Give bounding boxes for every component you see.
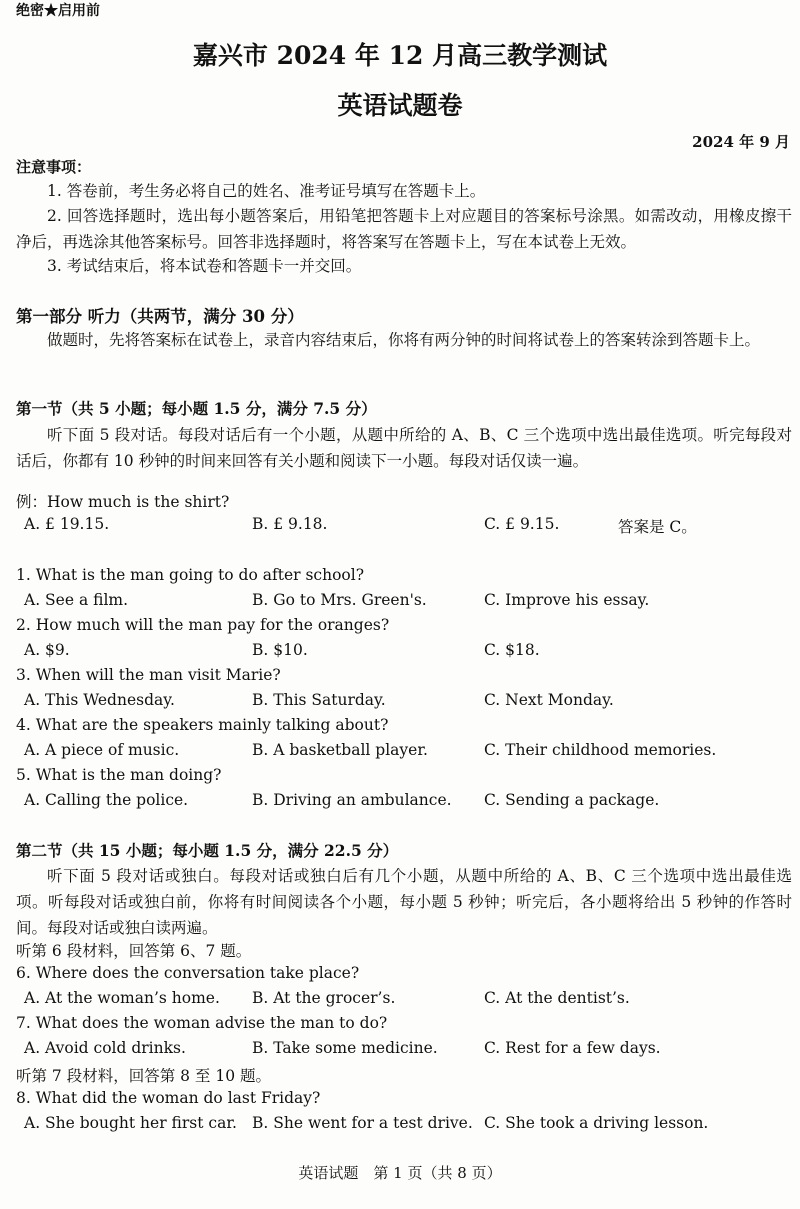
question-text: 8. What did the woman do last Friday? <box>16 1089 321 1107</box>
option-a: A. She bought her first car. <box>24 1114 237 1132</box>
example-option-b: B. £ 9.18. <box>252 515 328 533</box>
option-a: A. $9. <box>24 641 70 659</box>
notice-item-2: 2. 回答选择题时，选出每小题答案后，用铅笔把答题卡上对应题目的答案标号涂黑。如需改动，用橡皮擦干净后，再选涂其他答案标号。回答非选择题时，将答案写在答题卡上，写在本试卷上无效。 <box>16 207 792 251</box>
notice-heading: 注意事项： <box>16 158 92 176</box>
example-option-c: C. £ 9.15. <box>484 515 560 533</box>
option-b: B. $10. <box>252 641 308 659</box>
exam-title: 嘉兴市 2024 年 12 月高三教学测试 <box>192 41 608 70</box>
question-text: 5. What is the man doing? <box>16 766 222 784</box>
option-a: A. Avoid cold drinks. <box>24 1039 186 1057</box>
part1-instruction: 做题时，先将答案标在试卷上，录音内容结束后，你将有两分钟的时间将试卷上的答案转涂到答题卡上。 <box>47 331 761 349</box>
section2-heading: 第二节（共 15 小题；每小题 1.5 分，满分 22.5 分） <box>16 841 399 860</box>
option-b: B. At the grocer’s. <box>252 989 396 1007</box>
notice-item-3: 3. 考试结束后，将本试卷和答题卡一并交回。 <box>47 257 362 275</box>
page-footer: 英语试题 第 1 页（共 8 页） <box>298 1164 502 1182</box>
option-c: C. She took a driving lesson. <box>484 1114 709 1132</box>
part1-heading: 第一部分 听力（共两节，满分 30 分） <box>16 307 304 326</box>
question-text: 4. What are the speakers mainly talking about? <box>16 716 389 734</box>
example-question: 例：How much is the shirt? <box>16 493 230 511</box>
option-c: C. Sending a package. <box>484 791 660 809</box>
question-text: 2. How much will the man pay for the oranges? <box>16 616 390 634</box>
option-c: C. Their childhood memories. <box>484 741 717 759</box>
example-answer: 答案是 C。 <box>618 518 697 536</box>
material-6-note: 听第 6 段材料，回答第 6、7 题。 <box>16 942 252 960</box>
option-c: C. Rest for a few days. <box>484 1039 661 1057</box>
question-text: 1. What is the man going to do after school? <box>16 566 365 584</box>
section1-instruction: 听下面 5 段对话。每段对话后有一个小题，从题中所给的 A、B、C 三个选项中选出最佳选项。听完每段对话后，你都有 10 秒钟的时间来回答有关小题和阅读下一小题。每段对话仅读一遍。 <box>16 426 792 470</box>
section2-instruction: 听下面 5 段对话或独白。每段对话或独白后有几个小题，从题中所给的 A、B、C 三个选项中选出最佳选项。听每段对话或独白前，你将有时间阅读各个小题，每小题 5 秒钟；听完后，各小题将给出 5 秒钟的作答时间。每段对话或独白读两遍。 <box>16 867 792 937</box>
option-b: B. She went for a test drive. <box>252 1114 473 1132</box>
option-a: A. This Wednesday. <box>24 691 175 709</box>
option-b: B. A basketball player. <box>252 741 428 759</box>
option-a: A. At the woman’s home. <box>24 989 220 1007</box>
material-7-note: 听第 7 段材料，回答第 8 至 10 题。 <box>16 1067 272 1085</box>
option-c: C. Improve his essay. <box>484 591 650 609</box>
section1-heading: 第一节（共 5 小题；每小题 1.5 分，满分 7.5 分） <box>16 399 377 418</box>
notice-item-1: 1. 答卷前，考生务必将自己的姓名、准考证号填写在答题卡上。 <box>47 182 486 200</box>
option-a: A. See a film. <box>24 591 129 609</box>
question-text: 7. What does the woman advise the man to do? <box>16 1014 388 1032</box>
example-option-a: A. £ 19.15. <box>24 515 110 533</box>
option-b: B. Take some medicine. <box>252 1039 438 1057</box>
option-b: B. Driving an ambulance. <box>252 791 452 809</box>
option-c: C. $18. <box>484 641 540 659</box>
option-c: C. Next Monday. <box>484 691 614 709</box>
exam-subtitle: 英语试题卷 <box>337 91 463 120</box>
question-text: 3. When will the man visit Marie? <box>16 666 281 684</box>
question-text: 6. Where does the conversation take place? <box>16 964 360 982</box>
option-c: C. At the dentist’s. <box>484 989 630 1007</box>
confidential-label: 绝密★启用前 <box>16 3 100 19</box>
option-a: A. Calling the police. <box>24 791 189 809</box>
option-a: A. A piece of music. <box>24 741 180 759</box>
option-b: B. Go to Mrs. Green's. <box>252 591 427 609</box>
exam-date: 2024 年 9 月 <box>692 133 790 151</box>
option-b: B. This Saturday. <box>252 691 386 709</box>
